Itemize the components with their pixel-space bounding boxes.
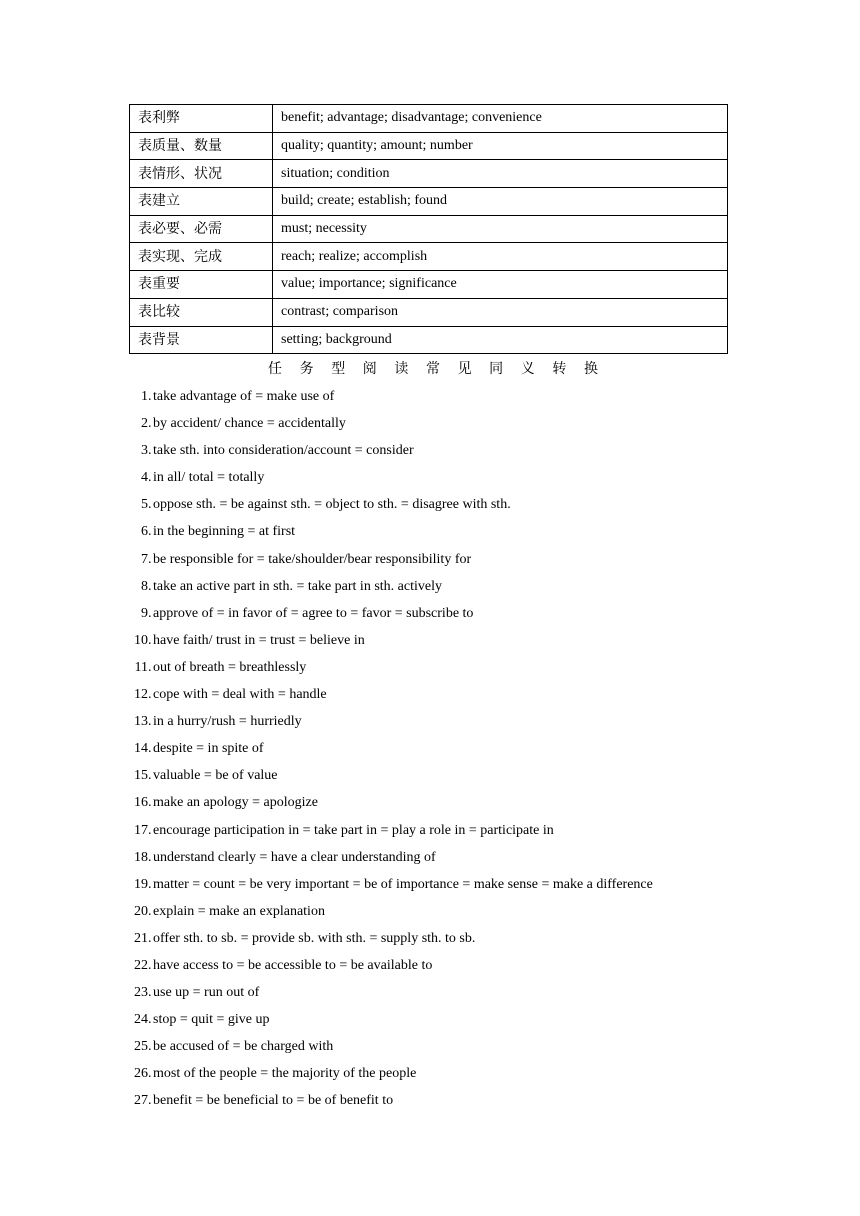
table-row: [130, 326, 728, 354]
list-item: 16 . make an apology = apologize: [130, 789, 830, 816]
item-text: in all/ total = totally: [153, 470, 265, 486]
list-item: 24 . stop = quit = give up: [130, 1006, 830, 1033]
item-number: 27: [134, 1093, 148, 1109]
title-char: 阅: [362, 361, 377, 377]
table-row: [130, 215, 728, 243]
category-cell: 表建立: [130, 188, 273, 216]
item-text: offer sth. to sb. = provide sb. with sth. = supply sth. to sb.: [153, 930, 476, 946]
table-row: [130, 243, 728, 271]
table-row: [130, 160, 728, 188]
item-number: 5: [141, 497, 148, 513]
title-char: 同: [489, 361, 504, 377]
title-char: 常: [425, 361, 440, 377]
category-cell: 表质量、数量: [130, 132, 273, 160]
title-char: 任: [268, 361, 282, 377]
vocabulary-table: [129, 104, 728, 354]
item-number: 15: [134, 768, 148, 784]
list-item: 17 . encourage participation in = take part in = play a role in = participate in: [130, 817, 830, 844]
item-number: 16: [134, 795, 148, 811]
words-cell: must; necessity: [273, 215, 728, 243]
list-item: 18 . understand clearly = have a clear understanding of: [130, 844, 830, 871]
item-text: be accused of = be charged with: [153, 1039, 334, 1055]
item-text: most of the people = the majority of the people: [153, 1066, 417, 1082]
item-text: oppose sth. = be against sth. = object to sth. = disagree with sth.: [153, 497, 511, 513]
list-item: 15 . valuable = be of value: [130, 762, 830, 789]
item-number: 17: [134, 822, 148, 838]
category-cell: 表利弊: [130, 105, 273, 133]
item-number: 1: [141, 389, 148, 404]
item-text: stop = quit = give up: [153, 1012, 270, 1028]
list-item: 8 . take an active part in sth. = take part in sth. actively: [130, 573, 830, 600]
item-number: 11: [134, 659, 148, 675]
list-item: 2 . by accident/ chance = accidentally: [130, 410, 830, 437]
list-item: 6 . in the beginning = at first: [130, 518, 830, 545]
category-cell: 表实现、完成: [130, 243, 273, 271]
item-text: explain = make an explanation: [153, 903, 325, 919]
list-item: 27 . benefit = be beneficial to = be of benefit to: [130, 1087, 830, 1114]
item-number: 7: [141, 551, 148, 567]
item-number: 13: [134, 714, 148, 730]
item-text: take advantage of = make use of: [153, 389, 335, 404]
item-number: 10: [134, 632, 148, 648]
words-cell: build; create; establish; found: [273, 188, 728, 216]
title-char: 义: [520, 361, 535, 377]
item-text: benefit = be beneficial to = be of benefit to: [153, 1093, 394, 1109]
item-text: have faith/ trust in = trust = believe in: [153, 632, 365, 648]
list-item: 5 . oppose sth. = be against sth. = object to sth. = disagree with sth.: [130, 491, 830, 518]
section-title: [268, 358, 598, 380]
item-text: have access to = be accessible to = be available to: [153, 957, 433, 973]
list-item: 3 . take sth. into consideration/account = consider: [130, 437, 830, 464]
words-cell: benefit; advantage; disadvantage; convenience: [273, 105, 728, 133]
category-cell: 表比较: [130, 298, 273, 326]
item-number: 22: [134, 957, 148, 973]
item-text: make an apology = apologize: [153, 795, 318, 811]
category-cell: 表必要、必需: [130, 215, 273, 243]
item-number: 18: [134, 849, 148, 865]
item-number: 20: [134, 903, 148, 919]
item-text: in the beginning = at first: [153, 524, 296, 540]
item-text: despite = in spite of: [153, 741, 264, 757]
item-text: take sth. into consideration/account = consider: [153, 443, 414, 459]
item-text: use up = run out of: [153, 985, 260, 1001]
table-row: [130, 298, 728, 326]
item-text: encourage participation in = take part in = play a role in = participate in: [153, 822, 554, 838]
item-number: 23: [134, 985, 148, 1001]
item-text: matter = count = be very important = be of importance = make sense = make a difference: [153, 876, 653, 892]
item-text: by accident/ chance = accidentally: [153, 416, 346, 432]
item-text: be responsible for = take/shoulder/bear responsibility for: [153, 551, 472, 567]
list-item: 19 . matter = count = be very important = be of importance = make sense = make a difference: [130, 871, 830, 898]
list-item: 25 . be accused of = be charged with: [130, 1033, 830, 1060]
item-number: 19: [134, 876, 148, 892]
words-cell: value; importance; significance: [273, 271, 728, 299]
item-text: take an active part in sth. = take part in sth. actively: [153, 578, 442, 594]
list-item: 12 . cope with = deal with = handle: [130, 681, 830, 708]
table-row: [130, 271, 728, 299]
list-item: 11 . out of breath = breathlessly: [130, 654, 830, 681]
item-number: 2: [141, 416, 148, 432]
list-item: 10 . have faith/ trust in = trust = believe in: [130, 627, 830, 654]
words-cell: situation; condition: [273, 160, 728, 188]
words-cell: quality; quantity; amount; number: [273, 132, 728, 160]
words-cell: contrast; comparison: [273, 298, 728, 326]
item-number: 24: [134, 1012, 148, 1028]
list-item: 20 . explain = make an explanation: [130, 898, 830, 925]
list-item: 23 . use up = run out of: [130, 979, 830, 1006]
item-number: 3: [141, 443, 148, 459]
item-number: 4: [141, 470, 148, 486]
item-number: 9: [141, 605, 148, 621]
item-number: 26: [134, 1066, 148, 1082]
item-number: 8: [141, 578, 148, 594]
synonym-list: [130, 383, 830, 1115]
title-char: 型: [331, 361, 346, 377]
list-item: 14 . despite = in spite of: [130, 735, 830, 762]
table-row: [130, 188, 728, 216]
item-text: cope with = deal with = handle: [153, 687, 327, 703]
item-number: 14: [134, 741, 148, 757]
words-cell: reach; realize; accomplish: [273, 243, 728, 271]
list-item: 4 . in all/ total = totally: [130, 464, 830, 491]
table-row: [130, 105, 728, 133]
item-text: approve of = in favor of = agree to = favor = subscribe to: [153, 605, 474, 621]
list-item: 7 . be responsible for = take/shoulder/bear responsibility for: [130, 546, 830, 573]
list-item: 22 . have access to = be accessible to = be available to: [130, 952, 830, 979]
item-number: 6: [141, 524, 148, 540]
item-number: 25: [134, 1039, 148, 1055]
list-item: 13 . in a hurry/rush = hurriedly: [130, 708, 830, 735]
item-number: 12: [134, 687, 148, 703]
item-text: valuable = be of value: [153, 768, 278, 784]
title-char: 读: [394, 361, 409, 377]
item-text: in a hurry/rush = hurriedly: [153, 714, 302, 730]
title-char: 换: [583, 361, 598, 377]
list-item: 9 . approve of = in favor of = agree to = favor = subscribe to: [130, 600, 830, 627]
list-item: 21 . offer sth. to sb. = provide sb. with sth. = supply sth. to sb.: [130, 925, 830, 952]
words-cell: setting; background: [273, 326, 728, 354]
item-text: out of breath = breathlessly: [153, 659, 307, 675]
category-cell: 表背景: [130, 326, 273, 354]
category-cell: 表重要: [130, 271, 273, 299]
title-char: 转: [552, 361, 567, 377]
item-text: understand clearly = have a clear understanding of: [153, 849, 436, 865]
list-item: 26 . most of the people = the majority of the people: [130, 1060, 830, 1087]
title-char: 见: [457, 361, 472, 377]
title-char: 务: [299, 361, 314, 377]
category-cell: 表情形、状况: [130, 160, 273, 188]
item-number: 21: [134, 930, 148, 946]
list-item: 1 . take advantage of = make use of: [130, 383, 830, 410]
table-row: [130, 132, 728, 160]
